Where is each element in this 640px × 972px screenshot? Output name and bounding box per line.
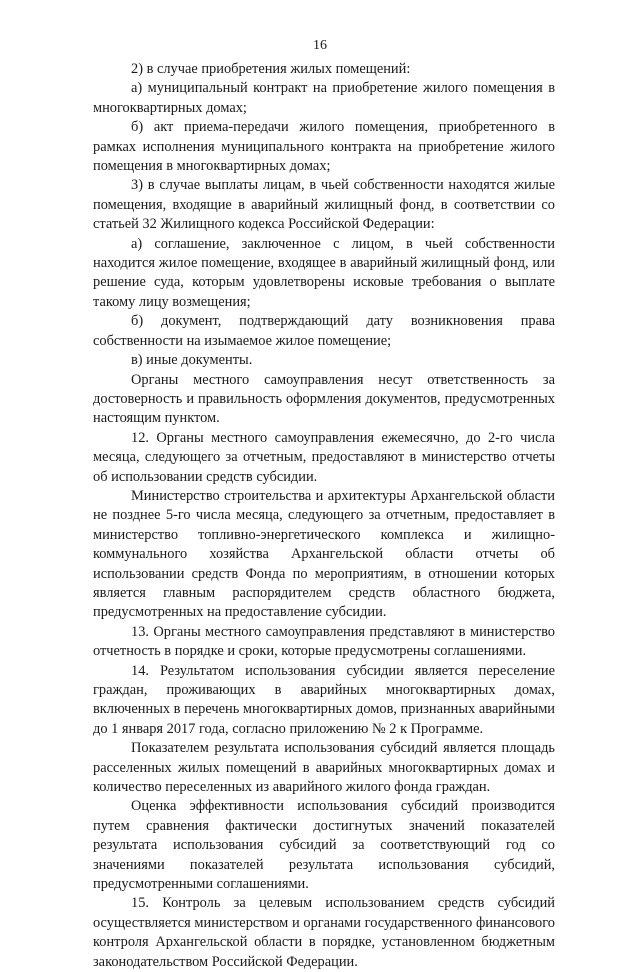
paragraph: Органы местного самоуправления несут ответственность за достоверность и правильность оформления документов, предусмотренных настоящим пунктом. [93,371,555,427]
paragraph: 12. Органы местного самоуправления ежемесячно, до 2-го числа месяца, следующего за отчетным, предоставляют в министерство отчеты об использовании средств субсидии. [93,429,555,485]
paragraph: 3) в случае выплаты лицам, в чьей собственности находятся жилые помещения, входящие в аварийный жилищный фонд, в соответствии со статьей 32 Жилищного кодекса Российской Федерации: [93,177,555,233]
paragraph: а) соглашение, заключенное с лицом, в чьей собственности находится жилое помещение, входящее в аварийный жилищный фонд, или решение суда, которым удовлетворены исковые требования о выплате такому лицу возмещения; [93,235,555,310]
paragraph: Министерство строительства и архитектуры Архангельской области не позднее 5-го числа месяца, следующего за отчетным, предоставляет в министерство топливно-энергетического комплекса и жилищно-коммунального хозяйства Архангельской области отчеты об использовании средств Фонда по мероприятиям, в отношении которых является главным распорядителем средств областного бюджета, предусмотренных на предоставление субсидии. [93,487,555,621]
paragraph: Показателем результата использования субсидий является площадь расселенных жилых помещений в аварийных многоквартирных домах и количество переселенных из аварийного жилого фонда граждан. [93,740,555,796]
paragraph: Оценка эффективности использования субсидий производится путем сравнения фактически достигнутых значений показателей результата использования субсидий за соответствующий год со значениями показателей результата использования субсидий, предусмотренными соглашениями. [93,798,555,893]
paragraph: в) иные документы. [131,352,253,369]
paragraph: 15. Контроль за целевым использованием средств субсидий осуществляется министерством и органами государственного финансового контроля Архангельской области в порядке, установленном бюджетным законодательством Российской Федерации. [93,895,555,970]
paragraph: 14. Результатом использования субсидии является переселение граждан, проживающих в аварийных многоквартирных домах, включенных в перечень многоквартирных домов, признанных аварийными до 1 января 2017 года, согласно приложению № 2 к Программе. [93,662,555,737]
document-body [93,60,555,972]
paragraph: б) акт приема-передачи жилого помещения, приобретенного в рамках исполнения муниципального контракта на приобретение жилого помещения в многоквартирных домах; [93,119,555,175]
paragraph: 2) в случае приобретения жилых помещений: [131,61,411,77]
paragraph: б) документ, подтверждающий дату возникновения права собственности на изымаемое жилое помещение; [93,313,555,349]
page-number: 16 [313,38,327,53]
paragraph: а) муниципальный контракт на приобретение жилого помещения в многоквартирных домах; [93,80,555,116]
paragraph: 13. Органы местного самоуправления представляют в министерство отчетность в порядке и сроки, которые предусмотрены соглашениями. [93,623,555,660]
